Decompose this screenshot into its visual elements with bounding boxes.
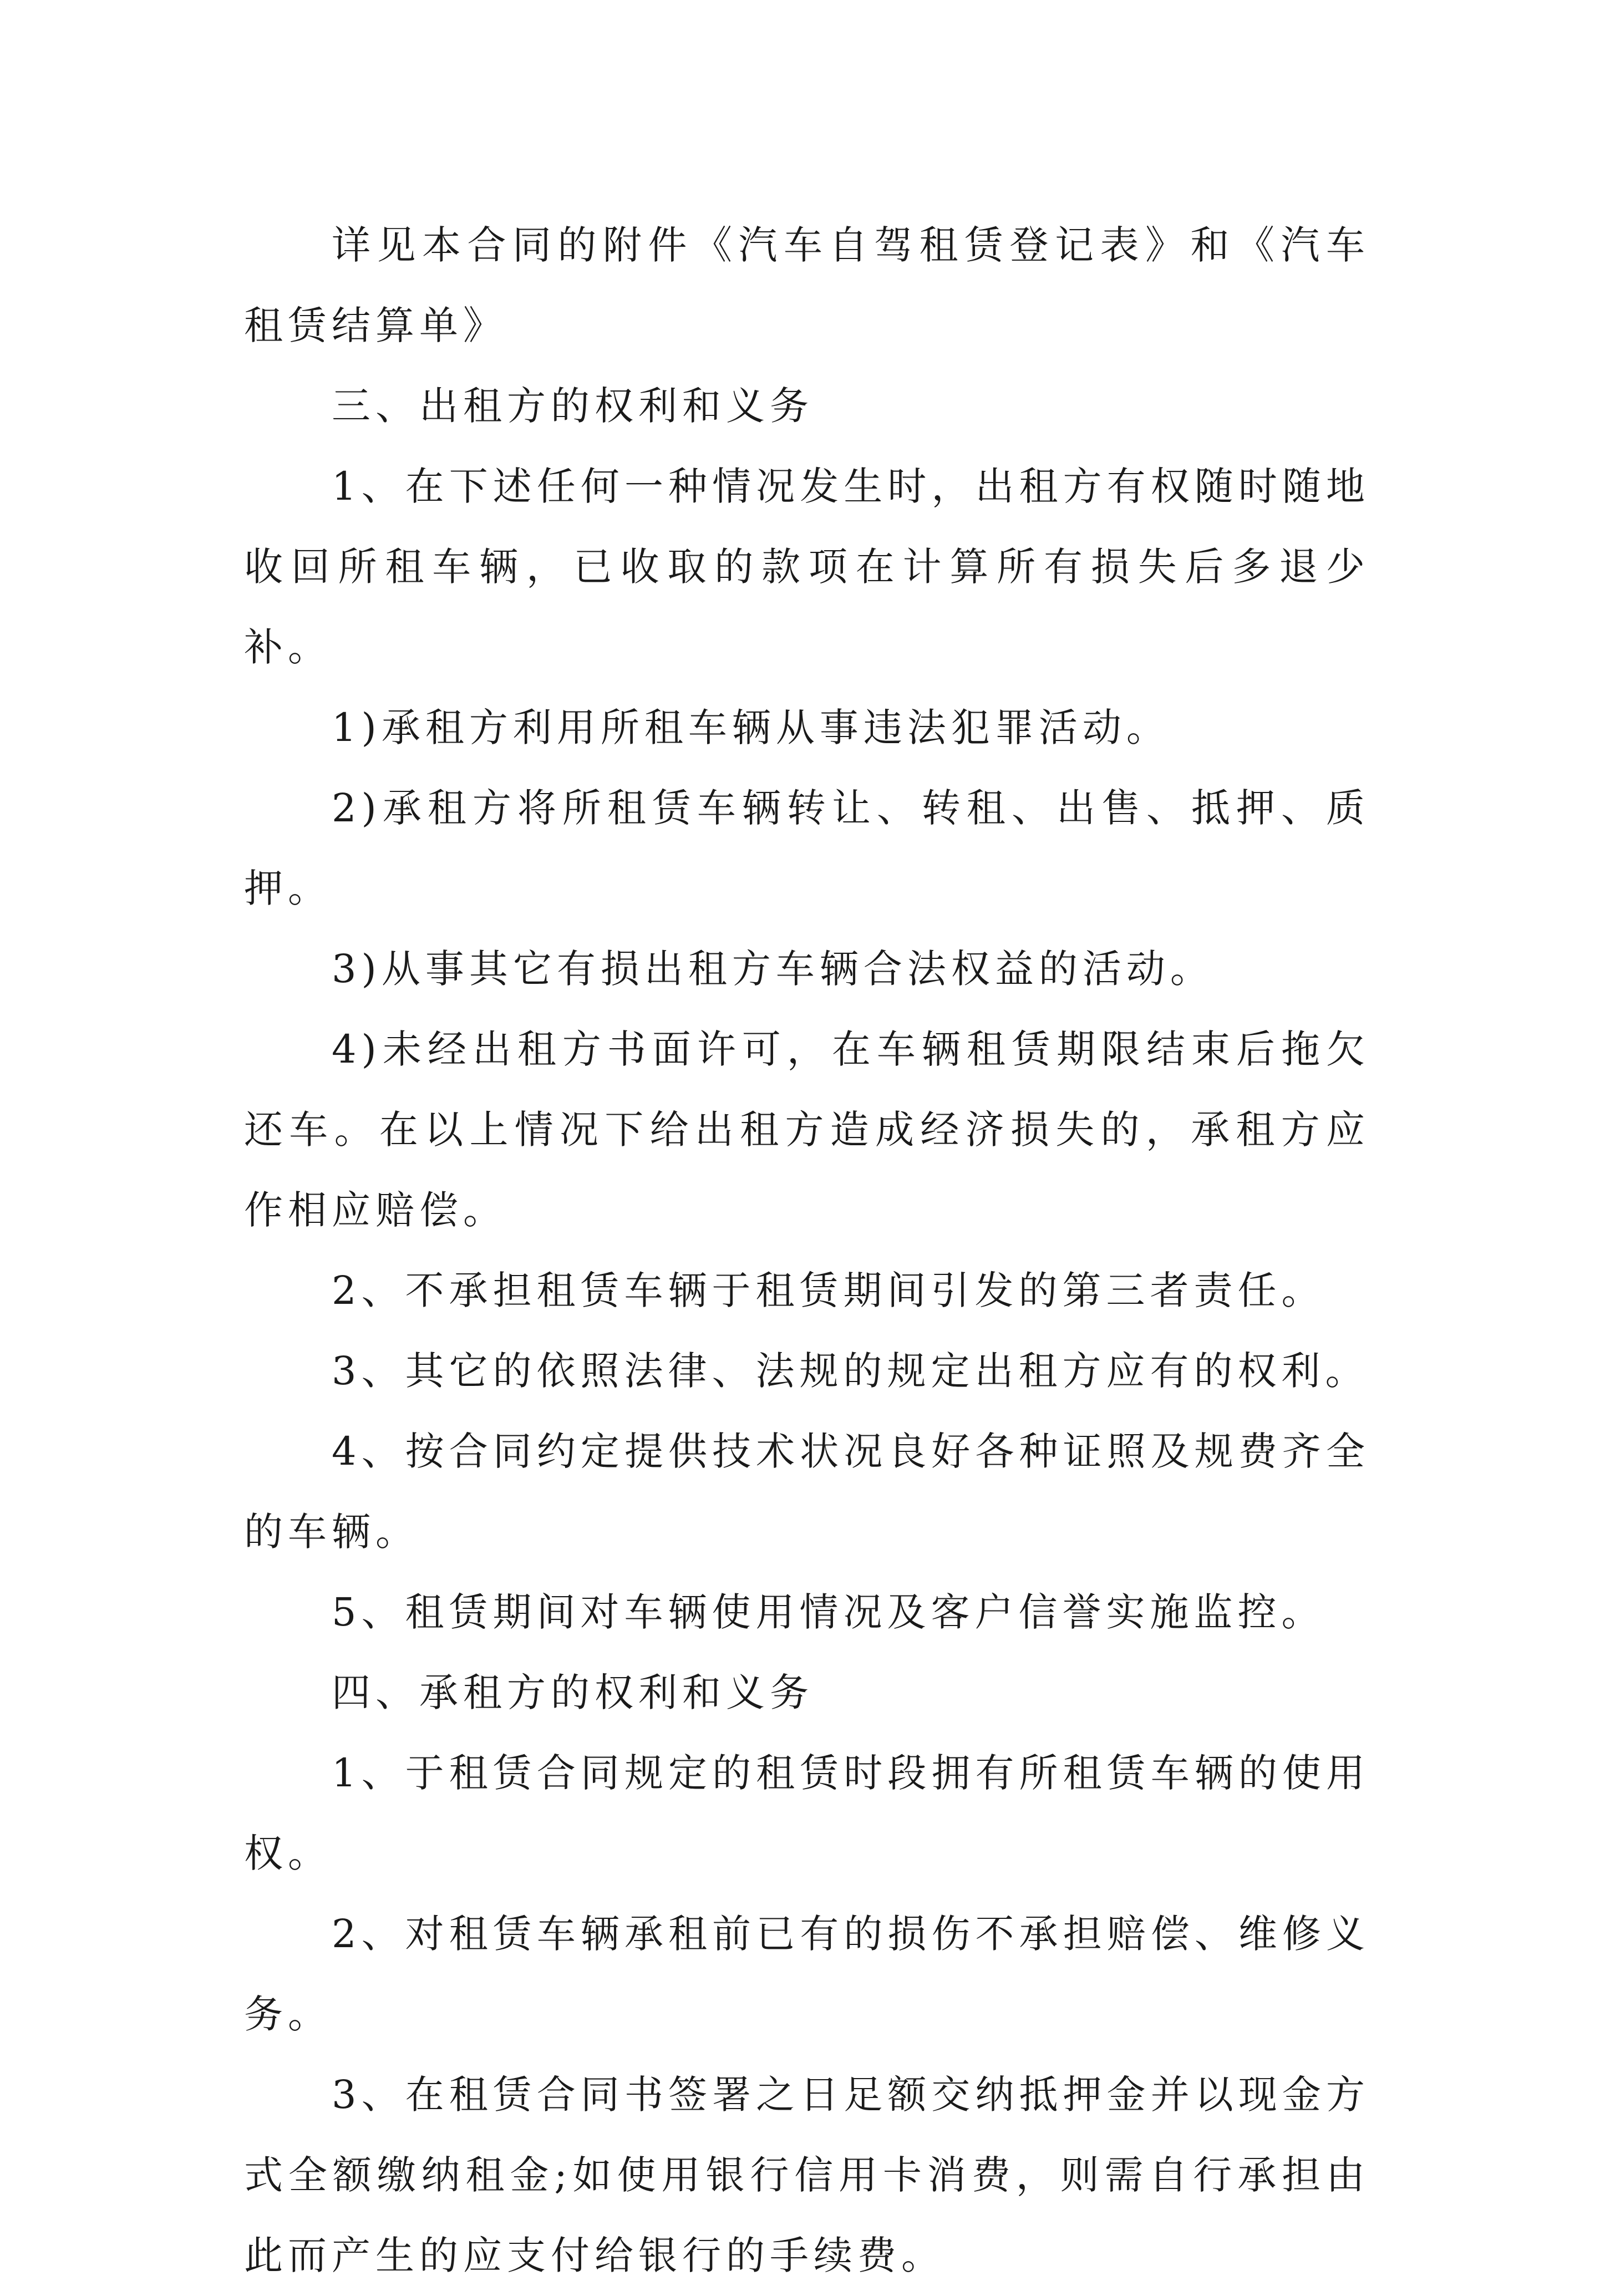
paragraph-lessee-2: 2、对租赁车辆承租前已有的损伤不承担赔偿、维修义务。	[244, 1911, 1370, 2037]
document-body	[244, 205, 1370, 2296]
paragraph-lessee-1: 1、于租赁合同规定的租赁时段拥有所租赁车辆的使用权。	[244, 1750, 1370, 1876]
paragraph-lessee-3: 3、在租赁合同书签署之日足额交纳抵押金并以现金方式全额缴纳租金;如使用银行信用卡消费，则需自行承担由此而产生的应支付给银行的手续费。	[244, 2072, 1370, 2278]
paragraph-lessor-1-d: 4)未经出租方书面许可，在车辆租赁期限结束后拖欠还车。在以上情况下给出租方造成经济损失的，承租方应作相应赔偿。	[244, 1027, 1370, 1233]
paragraph-lessor-1-a: 1)承租方利用所租车辆从事违法犯罪活动。	[332, 705, 1170, 750]
paragraph-lessor-1: 1、在下述任何一种情况发生时，出租方有权随时随地收回所租车辆，已收取的款项在计算所有损失后多退少补。	[244, 464, 1370, 670]
paragraph-attachments: 详见本合同的附件《汽车自驾租赁登记表》和《汽车租赁结算单》	[244, 222, 1370, 348]
paragraph-lessor-4: 4、按合同约定提供技术状况良好各种证照及规费齐全的车辆。	[244, 1429, 1370, 1555]
heading-lessor-rights: 三、出租方的权利和义务	[332, 383, 814, 429]
paragraph-lessor-1-c: 3)从事其它有损出租方车辆合法权益的活动。	[332, 946, 1214, 992]
heading-lessee-rights: 四、承租方的权利和义务	[332, 1670, 814, 1715]
paragraph-lessor-3: 3、其它的依照法律、法规的规定出租方应有的权利。	[332, 1348, 1369, 1394]
paragraph-lessor-1-b: 2)承租方将所租赁车辆转让、转租、出售、抵押、质押。	[244, 785, 1370, 911]
paragraph-lessor-2: 2、不承担租赁车辆于租赁期间引发的第三者责任。	[332, 1268, 1325, 1313]
paragraph-lessor-5: 5、租赁期间对车辆使用情况及客户信誉实施监控。	[332, 1589, 1325, 1635]
